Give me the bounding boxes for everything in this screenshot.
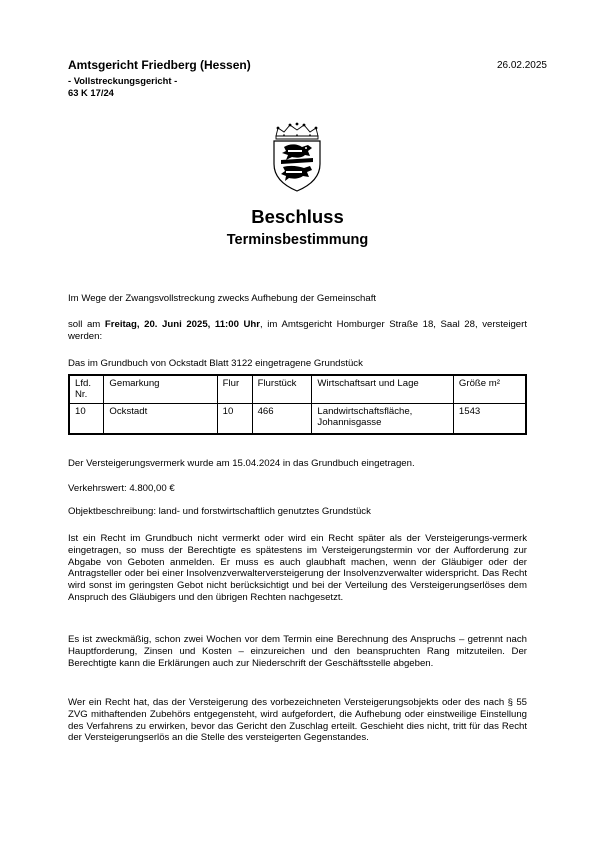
- intro-paragraph: Im Wege der Zwangsvollstreckung zwecks Aufhebung der Gemeinschaft: [68, 293, 377, 304]
- col-wirtschaftsart: Wirtschaftsart und Lage: [312, 375, 454, 404]
- document-title: Beschluss: [251, 206, 344, 227]
- schedule-prefix: soll am: [68, 319, 105, 330]
- vermerk-paragraph: Der Versteigerungsvermerk wurde am 15.04.2024 in das Grundbuch eingetragen.: [68, 458, 415, 469]
- court-department: - Vollstreckungsgericht -: [68, 75, 178, 86]
- col-lfd-nr: Lfd. Nr.: [69, 375, 104, 404]
- notice-paragraph-1: Ist ein Recht im Grundbuch nicht vermerkt oder wird ein Recht später als der Versteigerungs-vermerk eingetragen, so muss der Berechtigte es spätestens im Versteigerungstermin vor der Aufforderung zur Abgabe von Geboten anmelden. Er muss es auch glaubhaft machen, wenn der Gläubiger oder der Antragsteller oder bei einer Insolvenzverwalterversteigerung der Insolvenzverwalter widerspricht. Das Recht wird sonst im geringsten Gebot nicht berücksichtigt und bei der Verteilung des Versteigerungserlöses dem Anspruch des Gläubigers und den übrigen Rechten nachgesetzt.: [68, 533, 527, 603]
- cell-gemarkung: Ockstadt: [104, 404, 217, 434]
- table-header-row: [69, 375, 526, 404]
- property-intro: Das im Grundbuch von Ockstadt Blatt 3122 eingetragene Grundstück: [68, 358, 363, 369]
- court-name: Amtsgericht Friedberg (Hessen): [68, 58, 251, 72]
- schedule-suffix: , im Amtsgericht Homburger Straße 18, Saal 28, versteigert werden:: [68, 319, 528, 342]
- cell-lfd-nr: 10: [69, 404, 104, 434]
- cell-flurstueck: 466: [252, 404, 312, 434]
- col-flurstueck: Flurstück: [252, 375, 312, 404]
- table-row: [69, 404, 526, 434]
- schedule-date: Freitag, 20. Juni 2025, 11:00 Uhr: [104, 319, 261, 330]
- property-table: [68, 374, 527, 435]
- notice-paragraph-2: Es ist zweckmäßig, schon zwei Wochen vor dem Termin eine Berechnung des Anspruchs – getrennt nach Hauptforderung, Zinsen und Kosten – einzureichen und den beanspruchten Rang mitzuteilen. Der Berechtigte kann die Erklärungen auch zur Niederschrift der Geschäftsstelle abgeben.: [68, 634, 527, 669]
- cell-flur: 10: [217, 404, 252, 434]
- col-flur: Flur: [217, 375, 252, 404]
- notice-paragraph-3: Wer ein Recht hat, das der Versteigerung des vorbezeichneten Versteigerungsobjekts oder des nach § 55 ZVG mithaftenden Zubehörs entgegensteht, wird aufgefordert, die Aufhebung oder einstweilige Einstellung des Verfahrens zu erwirken, bevor das Gericht den Zuschlag erteilt. Geschieht dies nicht, tritt für das Recht der Versteigerungserlös an die Stelle des versteigerten Gegenstandes.: [68, 697, 527, 744]
- cell-groesse: 1543: [453, 404, 526, 434]
- schedule-paragraph: [68, 319, 527, 343]
- document-subtitle: Terminsbestimmung: [226, 232, 369, 248]
- cell-wirtschaftsart: Landwirtschaftsfläche, Johannisgasse: [312, 404, 454, 434]
- objektbeschreibung-paragraph: Objektbeschreibung: land- und forstwirtschaftlich genutztes Grundstück: [68, 506, 371, 517]
- col-groesse: Größe m²: [453, 375, 526, 404]
- verkehrswert-paragraph: Verkehrswert: 4.800,00 €: [68, 483, 175, 494]
- hesse-coat-of-arms-icon: [268, 120, 326, 192]
- col-gemarkung: Gemarkung: [104, 375, 217, 404]
- case-number: 63 K 17/24: [68, 87, 114, 98]
- document-date: 26.02.2025: [496, 60, 547, 71]
